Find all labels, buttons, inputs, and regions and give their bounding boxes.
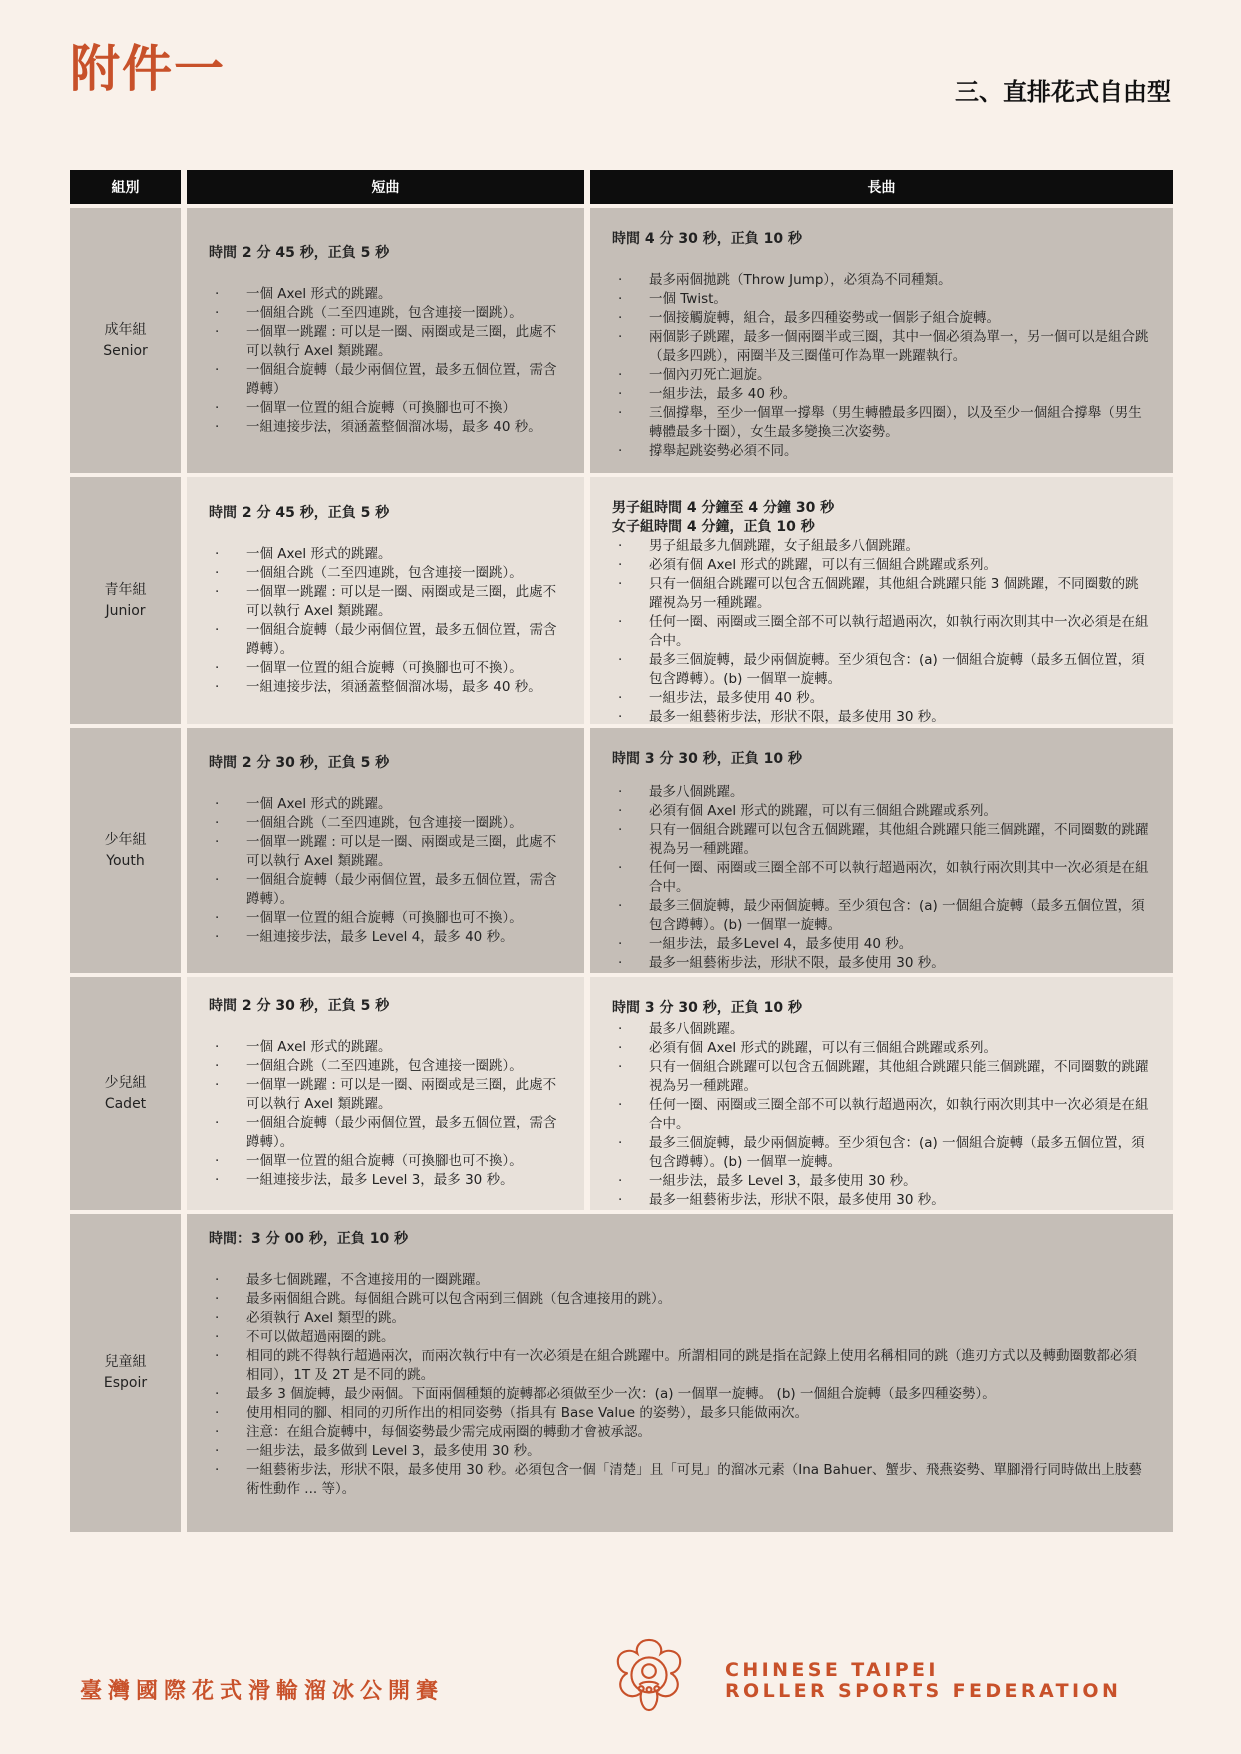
requirement-item: · 一個單一位置的組合旋轉（可換腳也可不換）。 <box>209 1152 562 1171</box>
requirement-item: · 最多八個跳躍。 <box>612 783 1151 802</box>
requirement-item: · 一組步法，最多做到 Level 3，最多使用 30 秒。 <box>209 1442 1143 1461</box>
requirement-item: · 一個接觸旋轉，組合，最多四種姿勢或一個影子組合旋轉。 <box>612 309 1151 328</box>
requirement-item: · 一個組合旋轉（最少兩個位置，最多五個位置，需含蹲轉）。 <box>209 621 562 659</box>
group-label-junior <box>70 477 181 724</box>
time-limit: 時間 3 分 30 秒，正負 10 秒 <box>612 1000 802 1016</box>
requirement-item: · 最多一組藝術步法，形狀不限，最多使用 30 秒。 <box>612 954 1151 973</box>
requirement-item: · 最多三個旋轉，最少兩個旋轉。至少須包含：(a) 一個組合旋轉（最多五個位置，須包含蹲轉）。(b) 一個單一旋轉。 <box>612 897 1151 935</box>
requirement-item: · 注意：在組合旋轉中，每個姿勢最少需完成兩圈的轉動才會被承認。 <box>209 1423 1143 1442</box>
requirement-list <box>612 271 1151 461</box>
requirement-item: · 最多兩個組合跳。每個組合跳可以包含兩到三個跳（包含連接用的跳）。 <box>209 1290 1143 1309</box>
requirement-item: · 最多兩個拋跳（Throw Jump），必須為不同種類。 <box>612 271 1151 290</box>
long-program-cell <box>590 477 1173 724</box>
time-limit: 女子組時間 4 分鐘，正負 10 秒 <box>612 519 815 535</box>
requirement-item: · 一組連接步法，最多 Level 3，最多 30 秒。 <box>209 1171 562 1190</box>
requirement-item: · 一個內刃死亡迴旋。 <box>612 366 1151 385</box>
group-label-espoir <box>70 1214 181 1532</box>
requirement-list <box>209 285 562 437</box>
requirement-item: · 一組步法，最多使用 40 秒。 <box>612 689 1151 708</box>
requirement-item: · 任何一圈、兩圈或三圈全部不可以執行超過兩次，如執行兩次則其中一次必須是在組合中。 <box>612 1096 1151 1134</box>
requirement-item: · 一個 Axel 形式的跳躍。 <box>209 285 562 304</box>
event-name: 臺灣國際花式滑輪溜冰公開賽 <box>80 1679 445 1704</box>
header-short-program: 短曲 <box>187 170 584 204</box>
requirement-item: · 最多一組藝術步法，形狀不限，最多使用 30 秒。 <box>612 1191 1151 1210</box>
requirement-item: · 最多七個跳躍，不含連接用的一圈跳躍。 <box>209 1271 1143 1290</box>
requirement-item: · 只有一個組合跳躍可以包含五個跳躍，其他組合跳躍只能三個跳躍，不同圈數的跳躍視為另一種跳躍。 <box>612 821 1151 859</box>
group-name-cn: 兒童組 <box>104 1354 147 1370</box>
requirement-item: · 一個 Axel 形式的跳躍。 <box>209 545 562 564</box>
group-name-en: Junior <box>105 602 146 619</box>
short-program-cell <box>187 977 584 1210</box>
requirement-item: · 最多八個跳躍。 <box>612 1020 1151 1039</box>
short-program-cell <box>187 728 584 973</box>
long-program-cell <box>590 208 1173 473</box>
requirement-list <box>612 1020 1151 1210</box>
time-limit: 時間 2 分 30 秒，正負 5 秒 <box>209 998 390 1014</box>
spacer <box>209 1016 562 1038</box>
short-program-cell <box>187 477 584 724</box>
time-limit: 時間 2 分 45 秒，正負 5 秒 <box>209 505 390 521</box>
time-limit: 時間 2 分 30 秒，正負 5 秒 <box>209 755 390 771</box>
free-program-cell <box>187 1214 1173 1532</box>
requirement-item: · 一個 Twist。 <box>612 290 1151 309</box>
spacer <box>612 249 1151 271</box>
requirement-item: · 一組步法，最多Level 4，最多使用 40 秒。 <box>612 935 1151 954</box>
long-program-cell <box>590 728 1173 973</box>
requirement-item: · 撐舉起跳姿勢必須不同。 <box>612 442 1151 461</box>
requirement-item: · 一組藝術步法，形狀不限，最多使用 30 秒。必須包含一個「清楚」且「可見」的溜冰元素（Ina Bahuer、蟹步、飛燕姿勢、單腳滑行同時做出上肢藝術性動作 ... 等）。 <box>209 1461 1143 1499</box>
requirement-list <box>209 795 562 947</box>
short-program-cell <box>187 208 584 473</box>
requirement-item: · 最多 3 個旋轉，最少兩個。下面兩個種類的旋轉都必須做至少一次：(a) 一個單一旋轉。 (b) 一個組合旋轉（最多四種姿勢）。 <box>209 1385 1143 1404</box>
requirement-item: · 任何一圈、兩圈或三圈全部不可以執行超過兩次，如執行兩次則其中一次必須是在組合中。 <box>612 613 1151 651</box>
group-name-cn: 少年組 <box>104 831 147 848</box>
group-name-en: Youth <box>106 852 145 869</box>
requirement-list <box>612 783 1151 973</box>
requirement-item: · 一個單一位置的組合旋轉（可換腳也可不換）。 <box>209 909 562 928</box>
time-limit: 時間 2 分 45 秒，正負 5 秒 <box>209 245 390 261</box>
requirement-item: · 必須有個 Axel 形式的跳躍，可以有三個組合跳躍或系列。 <box>612 802 1151 821</box>
requirement-list <box>209 1038 562 1190</box>
requirement-item: · 一個組合跳（二至四連跳，包含連接一圈跳）。 <box>209 1057 562 1076</box>
long-program-cell <box>590 977 1173 1210</box>
group-label-senior <box>70 208 181 473</box>
requirement-item: · 一組連接步法，最多 Level 4，最多 40 秒。 <box>209 928 562 947</box>
requirement-item: · 一組步法，最多 40 秒。 <box>612 385 1151 404</box>
requirement-item: · 一個組合跳（二至四連跳，包含連接一圈跳）。 <box>209 564 562 583</box>
requirement-item: · 一個組合跳（二至四連跳，包含連接一圈跳）。 <box>209 304 562 323</box>
requirement-item: · 相同的跳不得執行超過兩次，而兩次執行中有一次必須是在組合跳躍中。所謂相同的跳是指在記錄上使用名稱相同的跳（進刃方式以及轉動圈數都必須相同），1T 及 2T 是不同的跳。 <box>209 1347 1143 1385</box>
group-label-youth <box>70 728 181 973</box>
requirement-item: · 一個單一位置的組合旋轉（可換腳也可不換）。 <box>209 659 562 678</box>
requirement-item: · 只有一個組合跳躍可以包含五個跳躍，其他組合跳躍只能三個跳躍，不同圈數的跳躍視為另一種跳躍。 <box>612 1058 1151 1096</box>
requirement-item: · 一組步法，最多 Level 3，最多使用 30 秒。 <box>612 1172 1151 1191</box>
rules-table <box>70 170 1173 1532</box>
requirement-item: · 一個單一位置的組合旋轉（可換腳也可不換） <box>209 399 562 418</box>
requirement-item: · 一組連接步法，須涵蓋整個溜冰場，最多 40 秒。 <box>209 418 562 437</box>
page-subtitle: 三、直排花式自由型 <box>955 78 1171 106</box>
spacer <box>209 523 562 545</box>
time-limit: 男子組時間 4 分鐘至 4 分鐘 30 秒 <box>612 500 835 516</box>
requirement-item: · 不可以做超過兩圈的跳。 <box>209 1328 1143 1347</box>
page-title: 附件一 <box>70 40 226 98</box>
requirement-item: · 一個組合旋轉（最少兩個位置，最多五個位置，需含蹲轉）。 <box>209 1114 562 1152</box>
spacer <box>209 263 562 285</box>
header-long-program: 長曲 <box>590 170 1173 204</box>
requirement-item: · 一個單一跳躍 : 可以是一圈、兩圈或是三圈，此處不可以執行 Axel 類跳躍。 <box>209 323 562 361</box>
requirement-item: · 只有一個組合跳躍可以包含五個跳躍，其他組合跳躍只能 3 個跳躍，不同圈數的跳躍視為另一種跳躍。 <box>612 575 1151 613</box>
requirement-item: · 一個組合跳（二至四連跳，包含連接一圈跳）。 <box>209 814 562 833</box>
requirement-item: · 一個單一跳躍 : 可以是一圈、兩圈或是三圈，此處不可以執行 Axel 類跳躍。 <box>209 833 562 871</box>
requirement-item: · 最多三個旋轉，最少兩個旋轉。至少須包含：(a) 一個組合旋轉（最多五個位置，須包含蹲轉）。(b) 一個單一旋轉。 <box>612 1134 1151 1172</box>
group-name-en: Espoir <box>103 1375 148 1391</box>
spacer <box>209 1249 1143 1271</box>
group-name-en: Cadet <box>104 1095 147 1112</box>
requirement-item: · 必須執行 Axel 類型的跳。 <box>209 1309 1143 1328</box>
requirement-item: · 一個單一跳躍 : 可以是一圈、兩圈或是三圈，此處不可以執行 Axel 類跳躍。 <box>209 1076 562 1114</box>
requirement-item: · 兩個影子跳躍，最多一個兩圈半或三圈，其中一個必須為單一，另一個可以是組合跳（最多四跳），兩圈半及三圈僅可作為單一跳躍執行。 <box>612 328 1151 366</box>
group-label-cadet <box>70 977 181 1210</box>
spacer <box>209 773 562 795</box>
requirement-item: · 一個 Axel 形式的跳躍。 <box>209 795 562 814</box>
federation-logo <box>610 1636 688 1714</box>
requirement-list <box>209 545 562 697</box>
requirement-item: · 一個 Axel 形式的跳躍。 <box>209 1038 562 1057</box>
requirement-item: · 三個撐舉，至少一個單一撐舉（男生轉體最多四圈），以及至少一個組合撐舉（男生轉體最多十圈），女生最多變換三次姿勢。 <box>612 404 1151 442</box>
group-name-cn: 少兒組 <box>104 1074 147 1091</box>
group-name-cn: 青年組 <box>104 581 147 598</box>
requirement-item: · 一個組合旋轉（最少兩個位置，最多五個位置，需含蹲轉） <box>209 361 562 399</box>
requirement-item: · 男子組最多九個跳躍，女子組最多八個跳躍。 <box>612 537 1151 556</box>
requirement-item: · 必須有個 Axel 形式的跳躍，可以有三個組合跳躍或系列。 <box>612 556 1151 575</box>
federation-name-line2: ROLLER SPORTS FEDERATION <box>725 1680 1122 1702</box>
requirement-item: · 任何一圈、兩圈或三圈全部不可以執行超過兩次，如執行兩次則其中一次必須是在組合中。 <box>612 859 1151 897</box>
requirement-item: · 必須有個 Axel 形式的跳躍，可以有三個組合跳躍或系列。 <box>612 1039 1151 1058</box>
time-limit: 時間 4 分 30 秒，正負 10 秒 <box>612 231 802 247</box>
spacer <box>612 769 1151 783</box>
requirement-item: · 一個單一跳躍 : 可以是一圈、兩圈或是三圈，此處不可以執行 Axel 類跳躍。 <box>209 583 562 621</box>
requirement-list <box>209 1271 1143 1499</box>
header-group: 組別 <box>70 170 181 204</box>
group-name-en: Senior <box>103 342 148 359</box>
requirement-item: · 一組連接步法，須涵蓋整個溜冰場，最多 40 秒。 <box>209 678 562 697</box>
federation-name-line1: CHINESE TAIPEI <box>725 1659 939 1681</box>
time-limit: 時間：3 分 00 秒，正負 10 秒 <box>209 1231 409 1247</box>
requirement-list <box>612 537 1151 727</box>
requirement-item: · 使用相同的腳、相同的刃所作出的相同姿勢（指具有 Base Value 的姿勢），最多只能做兩次。 <box>209 1404 1143 1423</box>
requirement-item: · 一個組合旋轉（最少兩個位置，最多五個位置，需含蹲轉）。 <box>209 871 562 909</box>
federation-name <box>725 1660 1121 1702</box>
time-limit: 時間 3 分 30 秒，正負 10 秒 <box>612 751 802 767</box>
requirement-item: · 最多一組藝術步法，形狀不限，最多使用 30 秒。 <box>612 708 1151 727</box>
requirement-item: · 最多三個旋轉，最少兩個旋轉。至少須包含：(a) 一個組合旋轉（最多五個位置，須包含蹲轉）。(b) 一個單一旋轉。 <box>612 651 1151 689</box>
group-name-cn: 成年組 <box>104 321 147 338</box>
